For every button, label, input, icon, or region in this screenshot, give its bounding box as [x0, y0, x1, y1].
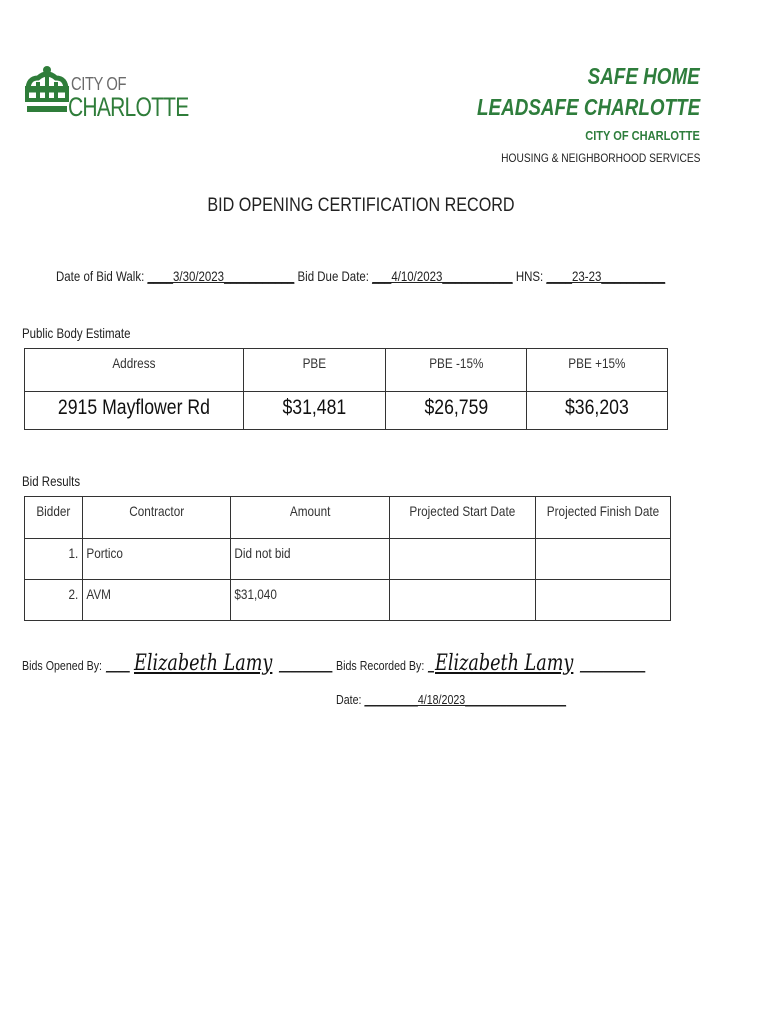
estimate-cell	[527, 392, 668, 430]
date-value: _________4/18/2023_________________	[364, 692, 567, 707]
contractor-name: Portico	[86, 545, 123, 561]
contractor-name: AVM	[86, 586, 111, 602]
bids-opened-pre: ____	[105, 658, 130, 673]
results-cell	[390, 580, 536, 621]
estimate-pbe-plus: $36,203	[565, 396, 630, 419]
header-department: HOUSING & NEIGHBORHOOD SERVICES	[500, 151, 700, 165]
table-row	[25, 539, 671, 580]
date-line	[336, 692, 566, 707]
header-city: CITY OF CHARLOTTE	[585, 128, 700, 143]
bidder-number: 2.	[68, 586, 79, 602]
header-leadsafe: LEADSAFE CHARLOTTE	[476, 94, 700, 120]
hns-value: ____23-23__________	[546, 268, 666, 284]
logo-city-of: CITY OF	[71, 74, 127, 94]
results-cell	[535, 580, 670, 621]
results-table	[24, 496, 671, 621]
estimate-address: 2915 Mayflower Rd	[57, 396, 210, 419]
bid-due-label: Bid Due Date:	[297, 268, 369, 284]
estimate-cell	[25, 392, 244, 430]
results-header-start: Projected Start Date	[409, 503, 516, 519]
results-cell	[390, 539, 536, 580]
estimate-cell	[385, 392, 527, 430]
bid-amount: Did not bid	[234, 545, 291, 561]
results-header-cell	[25, 497, 83, 539]
estimate-header-pbe: PBE	[302, 355, 326, 371]
results-header-amount: Amount	[289, 503, 331, 519]
bidder-number: 1.	[68, 545, 79, 561]
bids-recorded-line	[336, 651, 659, 676]
estimate-row	[25, 392, 668, 430]
results-cell	[82, 580, 230, 621]
estimate-header-pbe-plus: PBE +15%	[568, 355, 626, 371]
estimate-pbe-minus: $26,759	[423, 396, 488, 419]
results-header-bidder: Bidder	[36, 503, 71, 519]
hns-label: HNS:	[515, 268, 544, 284]
results-cell	[82, 539, 230, 580]
estimate-label: Public Body Estimate	[22, 325, 131, 341]
estimate-cell	[243, 392, 385, 430]
crown-icon	[24, 64, 70, 124]
results-header-cell	[390, 497, 536, 539]
bids-opened-post: _________	[279, 658, 333, 673]
results-cell	[231, 539, 390, 580]
page-title: BID OPENING CERTIFICATION RECORD	[207, 195, 515, 216]
date-label: Date:	[336, 692, 362, 707]
results-header-finish: Projected Finish Date	[546, 503, 660, 519]
city-of-charlotte-logo	[24, 64, 189, 124]
estimate-header-cell	[385, 349, 527, 392]
results-header-cell	[231, 497, 390, 539]
results-cell	[535, 539, 670, 580]
bids-recorded-label: Bids Recorded By:	[336, 658, 425, 673]
results-header-cell	[535, 497, 670, 539]
table-row	[25, 580, 671, 621]
bids-opened-line	[22, 651, 345, 676]
bids-recorded-post: ___________	[579, 658, 646, 673]
header-safe-home: SAFE HOME	[587, 63, 700, 89]
results-header-cell	[82, 497, 230, 539]
results-cell	[231, 580, 390, 621]
bid-walk-label: Date of Bid Walk:	[56, 268, 145, 284]
estimate-header-pbe-minus: PBE -15%	[428, 355, 484, 371]
estimate-table	[24, 348, 668, 430]
bid-walk-value: ____3/30/2023___________	[147, 268, 295, 284]
bid-due-value: ___4/10/2023___________	[372, 268, 513, 284]
bids-recorded-pre: _	[427, 658, 434, 673]
estimate-pbe: $31,481	[282, 396, 347, 419]
results-header-contractor: Contractor	[128, 503, 184, 519]
logo-charlotte: CHARLOTTE	[68, 92, 189, 122]
estimate-header-cell	[527, 349, 668, 392]
results-cell	[25, 580, 83, 621]
bid-info-line	[56, 268, 665, 284]
estimate-header-cell	[243, 349, 385, 392]
bids-opened-label: Bids Opened By:	[22, 658, 103, 673]
estimate-header-address: Address	[112, 355, 156, 371]
estimate-header-cell	[25, 349, 244, 392]
bid-amount: $31,040	[234, 586, 277, 602]
results-cell	[25, 539, 83, 580]
bids-recorded-signature: Elizabeth Lamy	[434, 651, 574, 676]
bids-opened-signature: Elizabeth Lamy	[134, 651, 273, 676]
results-label: Bid Results	[22, 473, 81, 489]
